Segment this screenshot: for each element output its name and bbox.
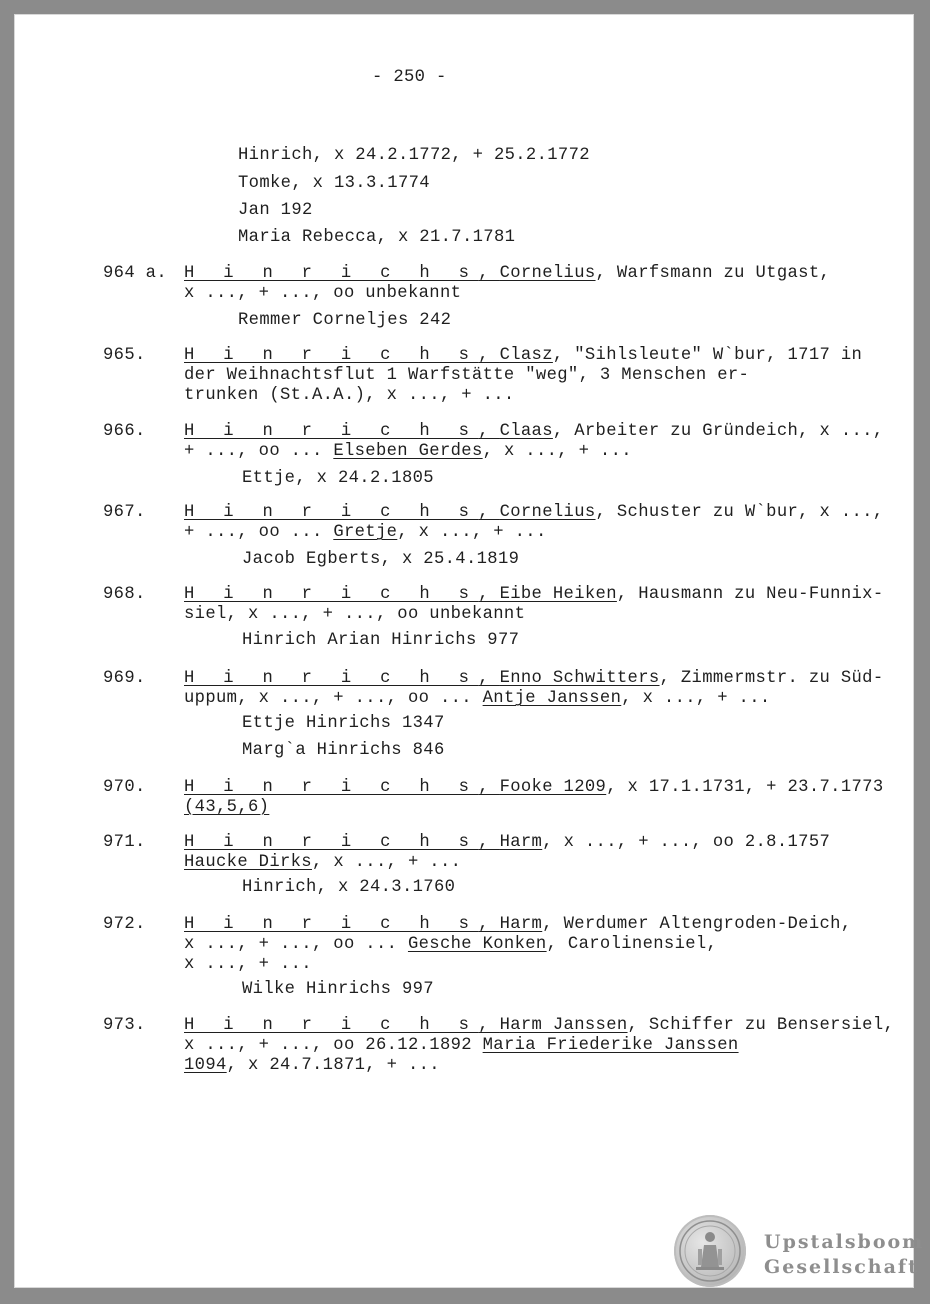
spouse-name: Haucke Dirks — [184, 853, 312, 872]
entry-line: x ..., + ..., oo 26.12.1892 Maria Friederike Janssen — [184, 1036, 739, 1055]
entry-given-name: Fooke 1209 — [499, 778, 607, 797]
entry-given-name: Enno Schwitters — [499, 669, 660, 688]
entry-line: + ..., oo ... Gretje, x ..., + ... — [184, 523, 547, 542]
entry-given-name: Cornelius — [499, 503, 596, 522]
entry-description: , Arbeiter zu Gründeich, x ..., — [552, 422, 884, 441]
entry-description: , Hausmann zu Neu-Funnix- — [616, 585, 884, 604]
entry-line: + ..., oo ... Elseben Gerdes, x ..., + ... — [184, 442, 632, 461]
society-seal-logo — [674, 1215, 746, 1287]
entry-description: , x 17.1.1731, + 23.7.1773 — [606, 778, 884, 797]
child-line: Maria Rebecca, x 21.7.1781 — [238, 228, 516, 247]
entry-surname: H i n r i c h s — [184, 669, 479, 688]
entry-heading: H i n r i c h s, Clasz, "Sihlsleute" W`bur, 1717 in — [184, 346, 863, 365]
entry-line: (43,5,6) — [184, 798, 270, 817]
child-line: Ettje Hinrichs 1347 — [242, 714, 445, 733]
entry-given-name: Harm — [499, 833, 543, 852]
entry-surname: H i n r i c h s — [184, 422, 479, 441]
entry-surname: H i n r i c h s — [184, 1016, 479, 1035]
entry-heading: H i n r i c h s, Cornelius, Warfsmann zu Utgast, — [184, 264, 831, 283]
entry-given-name: Clasz — [499, 346, 553, 365]
child-line: Ettje, x 24.2.1805 — [242, 469, 434, 488]
entry-surname: H i n r i c h s — [184, 585, 479, 604]
entry-line: 1094, x 24.7.1871, + ... — [184, 1056, 440, 1075]
spouse-name: Antje Janssen — [482, 689, 622, 708]
child-line: Hinrich, x 24.3.1760 — [242, 878, 456, 897]
seal-figure-icon — [674, 1215, 746, 1287]
society-wordmark — [764, 1230, 924, 1280]
entry-given-name: Harm — [499, 915, 543, 934]
entry-description: , "Sihlsleute" W`bur, 1717 in — [552, 346, 863, 365]
entry-line: trunken (St.A.A.), x ..., + ... — [184, 386, 515, 405]
entry-number: 966. — [103, 422, 146, 441]
page-number: - 250 - — [372, 68, 447, 87]
entry-surname: H i n r i c h s — [184, 833, 479, 852]
entry-heading: H i n r i c h s, Harm, x ..., + ..., oo 2.8.1757 — [184, 833, 831, 852]
wordmark-line-2: Gesellschaft — [764, 1256, 919, 1278]
entry-description: , Schiffer zu Bensersiel, — [627, 1016, 895, 1035]
entry-given-name: Harm Janssen — [499, 1016, 628, 1035]
entry-surname: H i n r i c h s — [184, 264, 479, 283]
entry-heading: H i n r i c h s, Harm Janssen, Schiffer zu Bensersiel, — [184, 1016, 895, 1035]
child-line: Remmer Corneljes 242 — [238, 311, 452, 330]
entry-description: , Schuster zu W`bur, x ..., — [595, 503, 884, 522]
entry-description: , Werdumer Altengroden-Deich, — [542, 915, 852, 934]
entry-number: 973. — [103, 1016, 146, 1035]
child-line: Hinrich, x 24.2.1772, + 25.2.1772 — [238, 146, 590, 165]
entry-line: siel, x ..., + ..., oo unbekannt — [184, 605, 526, 624]
child-line: Hinrich Arian Hinrichs 977 — [242, 631, 520, 650]
entry-given-name: Cornelius — [499, 264, 596, 283]
entry-description: , Warfsmann zu Utgast, — [595, 264, 831, 283]
spouse-name: Elseben Gerdes — [333, 442, 483, 461]
entry-line: x ..., + ... — [184, 955, 312, 974]
entry-line: Haucke Dirks, x ..., + ... — [184, 853, 462, 872]
entry-heading: H i n r i c h s, Cornelius, Schuster zu W`bur, x ..., — [184, 503, 884, 522]
entry-heading: H i n r i c h s, Claas, Arbeiter zu Gründeich, x ..., — [184, 422, 884, 441]
entry-number: 964 a. — [103, 264, 167, 283]
entry-number: 967. — [103, 503, 146, 522]
entry-surname: H i n r i c h s — [184, 778, 479, 797]
child-line: Wilke Hinrichs 997 — [242, 980, 434, 999]
entry-heading: H i n r i c h s, Fooke 1209, x 17.1.1731, + 23.7.1773 — [184, 778, 884, 797]
child-line: Jacob Egberts, x 25.4.1819 — [242, 550, 520, 569]
entry-surname: H i n r i c h s — [184, 503, 479, 522]
entry-description: , Zimmermstr. zu Süd- — [659, 669, 884, 688]
entry-description: , x ..., + ..., oo 2.8.1757 — [542, 833, 831, 852]
entry-number: 969. — [103, 669, 146, 688]
entry-surname: H i n r i c h s — [184, 915, 479, 934]
child-line: Marg`a Hinrichs 846 — [242, 741, 445, 760]
entry-line: der Weihnachtsflut 1 Warfstätte "weg", 3 Menschen er- — [184, 366, 750, 385]
entry-heading: H i n r i c h s, Eibe Heiken, Hausmann zu Neu-Funnix- — [184, 585, 884, 604]
child-line: Tomke, x 13.3.1774 — [238, 174, 430, 193]
entry-given-name: Eibe Heiken — [499, 585, 617, 604]
spouse-name: Gesche Konken — [407, 935, 547, 954]
spouse-name: Gretje — [333, 523, 398, 542]
entry-surname: H i n r i c h s — [184, 346, 479, 365]
entry-heading: H i n r i c h s, Harm, Werdumer Altengroden-Deich, — [184, 915, 852, 934]
entry-given-name: Claas — [499, 422, 553, 441]
entry-line: x ..., + ..., oo ... Gesche Konken, Carolinensiel, — [184, 935, 718, 954]
entry-number: 972. — [103, 915, 146, 934]
entry-number: 970. — [103, 778, 146, 797]
entry-line: x ..., + ..., oo unbekannt — [184, 284, 462, 303]
document-page — [14, 14, 925, 1288]
wordmark-line-1: Upstalsboom — [764, 1231, 925, 1253]
entry-line: uppum, x ..., + ..., oo ... Antje Janssen, x ..., + ... — [184, 689, 771, 708]
child-line: Jan 192 — [238, 201, 313, 220]
entry-number: 971. — [103, 833, 146, 852]
entry-number: 968. — [103, 585, 146, 604]
entry-number: 965. — [103, 346, 146, 365]
spouse-name: Maria Friederike Janssen — [482, 1036, 739, 1055]
entry-heading: H i n r i c h s, Enno Schwitters, Zimmermstr. zu Süd- — [184, 669, 884, 688]
